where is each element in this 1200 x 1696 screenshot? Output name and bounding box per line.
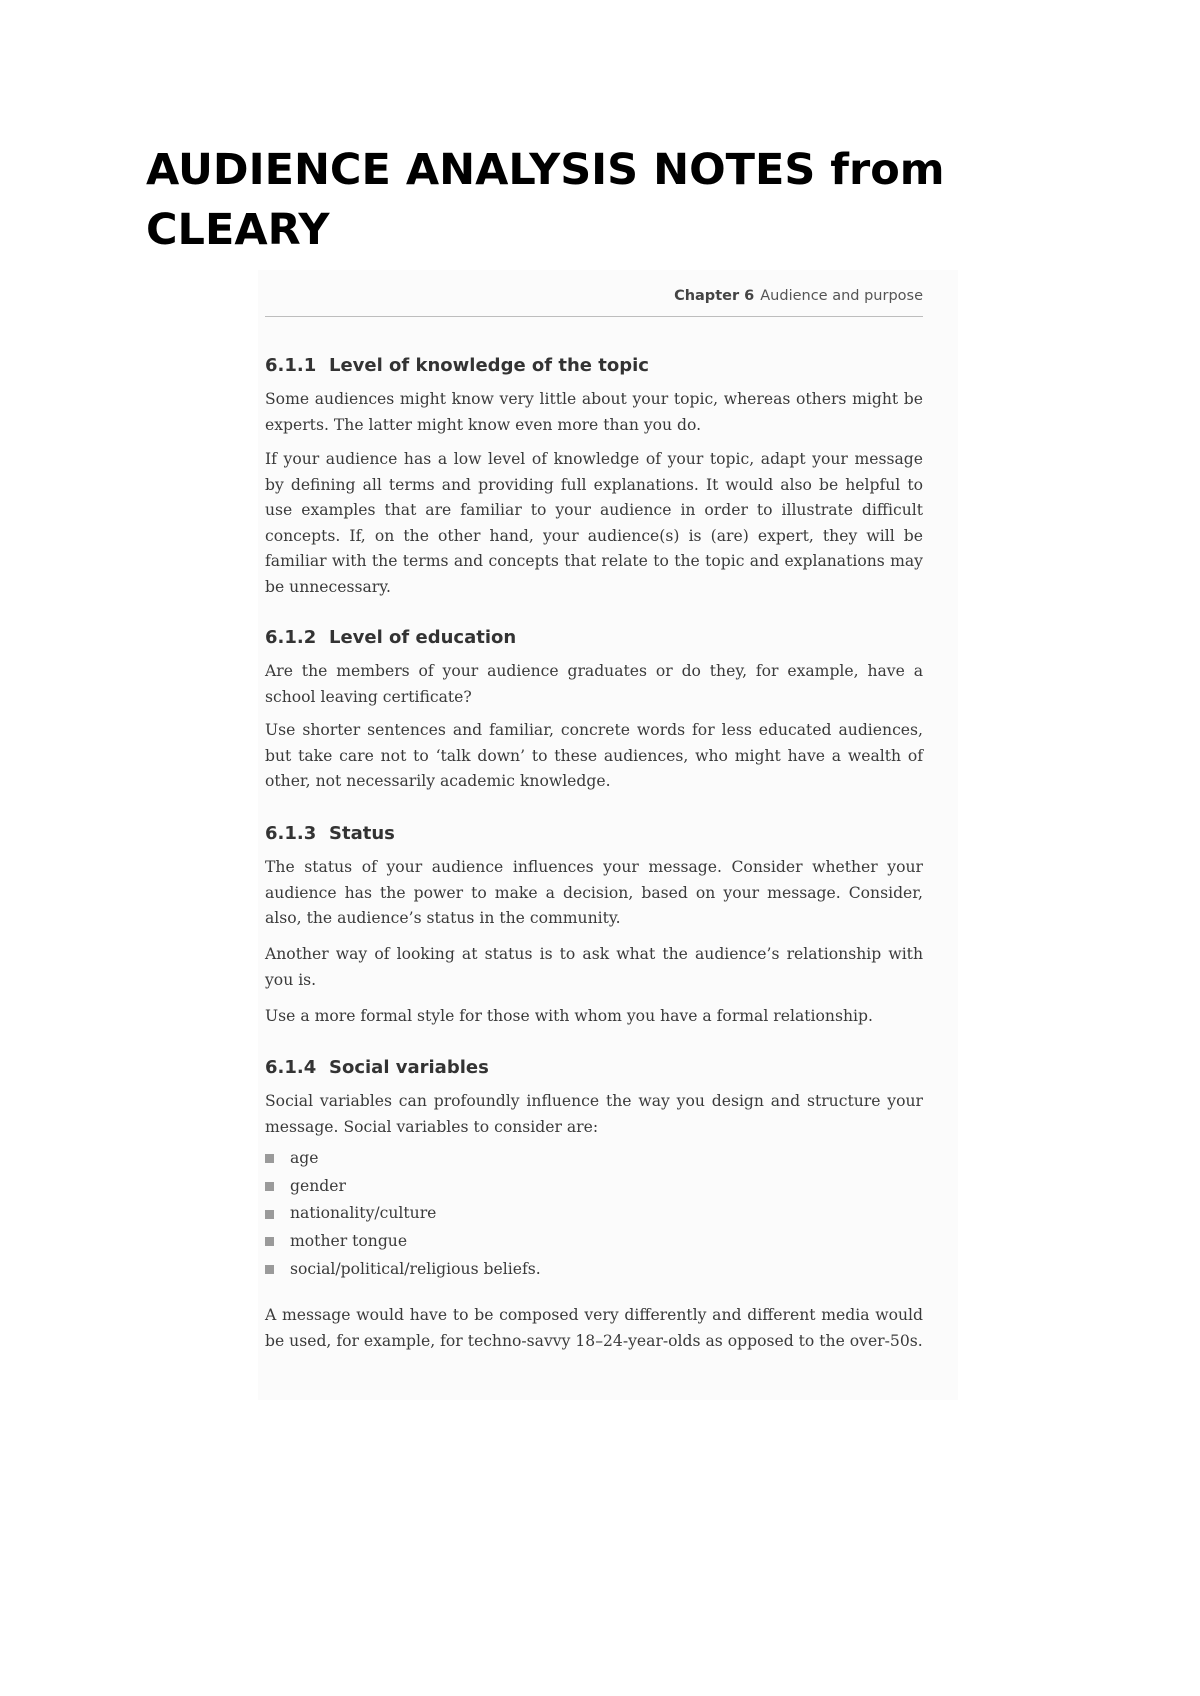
section-heading-knowledge bbox=[265, 355, 649, 376]
document-title-line-1: AUDIENCE ANALYSIS NOTES from bbox=[146, 145, 945, 195]
paragraph: Another way of looking at status is to ask what the audience’s relationship with you is. bbox=[265, 945, 923, 989]
list-item: gender bbox=[265, 1173, 541, 1201]
list-item: age bbox=[265, 1145, 541, 1173]
running-head bbox=[265, 288, 923, 317]
running-head-chapter: Chapter 6 bbox=[674, 288, 755, 304]
square-bullet-icon bbox=[265, 1182, 274, 1191]
paragraph: Use shorter sentences and familiar, concrete words for less educated audiences, but take care not to ‘talk down’ to these audiences, who might have a wealth of other, not necessarily academic knowledge. bbox=[265, 721, 923, 790]
square-bullet-icon bbox=[265, 1154, 274, 1163]
paragraph: Use a more formal style for those with whom you have a formal relationship. bbox=[265, 1007, 873, 1025]
section-heading-status bbox=[265, 823, 395, 844]
section-number: 6.1.2 bbox=[265, 627, 317, 648]
document-title bbox=[146, 140, 1046, 260]
social-variables-list bbox=[265, 1145, 541, 1284]
section-heading-social-variables bbox=[265, 1057, 489, 1078]
square-bullet-icon bbox=[265, 1237, 274, 1246]
section-heading-education bbox=[265, 627, 516, 648]
section-title: Social variables bbox=[329, 1057, 489, 1078]
paragraph: Social variables can profoundly influence the way you design and structure your message. Social variables to consider are: bbox=[265, 1092, 923, 1136]
closing-paragraph: A message would have to be composed very differently and different media would be used, for example, for techno-savvy 18–24-year-olds as opposed to the over-50s. bbox=[265, 1306, 923, 1350]
section-number: 6.1.3 bbox=[265, 823, 317, 844]
square-bullet-icon bbox=[265, 1265, 274, 1274]
square-bullet-icon bbox=[265, 1210, 274, 1219]
list-item: nationality/culture bbox=[265, 1200, 541, 1228]
paragraph: The status of your audience influences your message. Consider whether your audience has the power to make a decision, based on your message. Consider, also, the audience’s status in the community. bbox=[265, 858, 923, 927]
paragraph: Are the members of your audience graduates or do they, for example, have a school leaving certificate? bbox=[265, 662, 923, 706]
list-item: social/political/religious beliefs. bbox=[265, 1256, 541, 1284]
running-head-title: Audience and purpose bbox=[760, 288, 923, 304]
section-number: 6.1.4 bbox=[265, 1057, 317, 1078]
paragraph: Some audiences might know very little about your topic, whereas others might be experts. The latter might know even more than you do. bbox=[265, 390, 923, 434]
list-item: mother tongue bbox=[265, 1228, 541, 1256]
document-title-line-2: CLEARY bbox=[146, 205, 330, 255]
section-title: Level of knowledge of the topic bbox=[329, 355, 649, 376]
section-number: 6.1.1 bbox=[265, 355, 317, 376]
section-title: Status bbox=[329, 823, 395, 844]
section-title: Level of education bbox=[329, 627, 517, 648]
paragraph: If your audience has a low level of knowledge of your topic, adapt your message by defining all terms and providing full explanations. It would also be helpful to use examples that are familiar to your audience in order to illustrate difficult concepts. If, on the other hand, your audience(s) is (are) expert, they will be familiar with the terms and concepts that relate to the topic and explanations may be unnecessary. bbox=[265, 450, 923, 596]
